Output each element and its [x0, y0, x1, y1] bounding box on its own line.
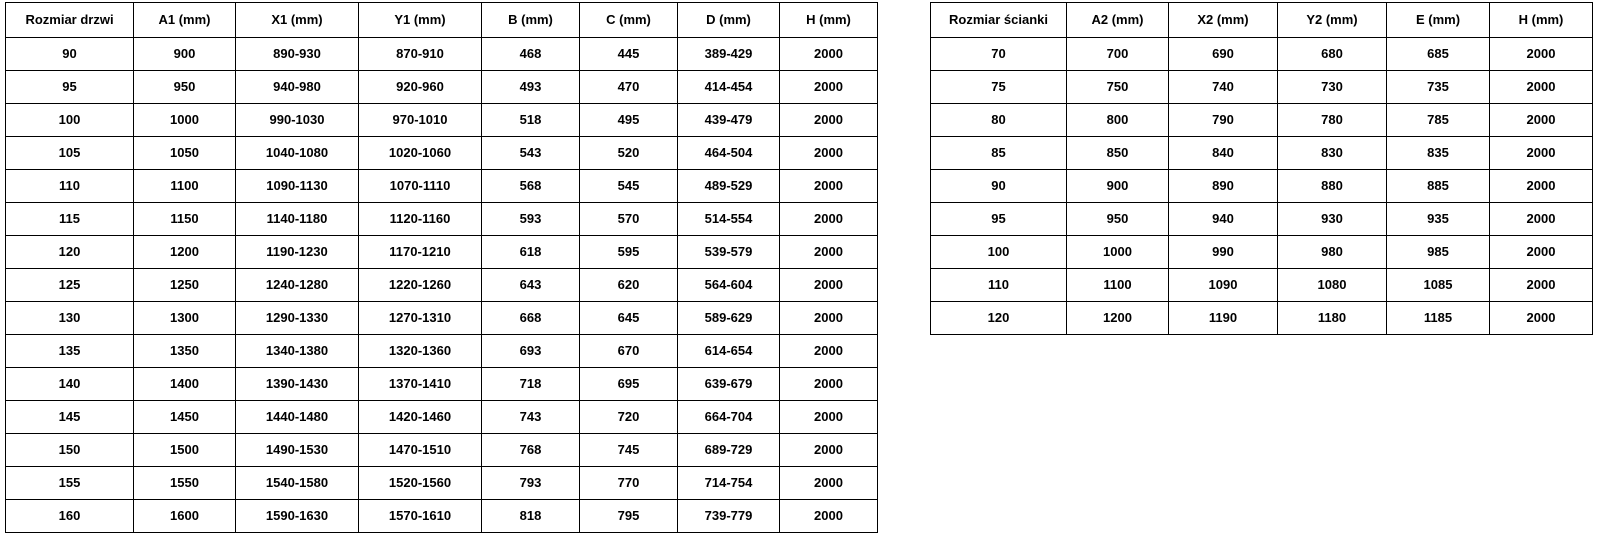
- table-cell: 100: [6, 104, 134, 137]
- table-cell: 614-654: [678, 335, 780, 368]
- table-cell: 130: [6, 302, 134, 335]
- table-cell: 2000: [1490, 137, 1593, 170]
- table-cell: 793: [482, 467, 580, 500]
- column-header: B (mm): [482, 3, 580, 38]
- column-header: Rozmiar ścianki: [931, 3, 1067, 38]
- table-cell: 720: [580, 401, 678, 434]
- table-cell: 900: [1067, 170, 1169, 203]
- table-cell: 730: [1278, 71, 1387, 104]
- table-cell: 470: [580, 71, 678, 104]
- table-cell: 685: [1387, 38, 1490, 71]
- table-cell: 135: [6, 335, 134, 368]
- table-cell: 680: [1278, 38, 1387, 71]
- table-cell: 618: [482, 236, 580, 269]
- table-cell: 780: [1278, 104, 1387, 137]
- table-cell: 1220-1260: [359, 269, 482, 302]
- table-cell: 85: [931, 137, 1067, 170]
- table-row: [931, 104, 1593, 137]
- table-cell: 568: [482, 170, 580, 203]
- table-cell: 718: [482, 368, 580, 401]
- table-row: [931, 236, 1593, 269]
- table-cell: 1050: [134, 137, 236, 170]
- table-cell: 950: [1067, 203, 1169, 236]
- table-cell: 100: [931, 236, 1067, 269]
- table-cell: 145: [6, 401, 134, 434]
- table-cell: 1290-1330: [236, 302, 359, 335]
- table-cell: 2000: [1490, 269, 1593, 302]
- table-cell: 1120-1160: [359, 203, 482, 236]
- table-cell: 595: [580, 236, 678, 269]
- table-header: [6, 3, 878, 38]
- table-cell: 589-629: [678, 302, 780, 335]
- column-header: A2 (mm): [1067, 3, 1169, 38]
- table-cell: 105: [6, 137, 134, 170]
- table-cell: 2000: [780, 170, 878, 203]
- table-cell: 1000: [1067, 236, 1169, 269]
- table-cell: 1090-1130: [236, 170, 359, 203]
- table-cell: 830: [1278, 137, 1387, 170]
- table-cell: 1080: [1278, 269, 1387, 302]
- table-cell: 940-980: [236, 71, 359, 104]
- table-row: [931, 71, 1593, 104]
- table-row: [6, 236, 878, 269]
- wall-table-container: [930, 2, 1593, 335]
- table-cell: 110: [6, 170, 134, 203]
- column-header: E (mm): [1387, 3, 1490, 38]
- table-cell: 70: [931, 38, 1067, 71]
- table-cell: 564-604: [678, 269, 780, 302]
- table-row: [6, 401, 878, 434]
- table-cell: 518: [482, 104, 580, 137]
- table-cell: 1270-1310: [359, 302, 482, 335]
- table-cell: 1340-1380: [236, 335, 359, 368]
- table-cell: 439-479: [678, 104, 780, 137]
- column-header: H (mm): [1490, 3, 1593, 38]
- table-row: [6, 137, 878, 170]
- table-cell: 1180: [1278, 302, 1387, 335]
- table-row: [6, 500, 878, 533]
- table-cell: 1570-1610: [359, 500, 482, 533]
- table-cell: 2000: [780, 401, 878, 434]
- table-cell: 489-529: [678, 170, 780, 203]
- table-cell: 1490-1530: [236, 434, 359, 467]
- table-row: [931, 38, 1593, 71]
- table-cell: 670: [580, 335, 678, 368]
- table-cell: 935: [1387, 203, 1490, 236]
- table-cell: 2000: [780, 236, 878, 269]
- table-cell: 1470-1510: [359, 434, 482, 467]
- table-cell: 2000: [1490, 38, 1593, 71]
- table-cell: 850: [1067, 137, 1169, 170]
- table-cell: 1240-1280: [236, 269, 359, 302]
- table-cell: 1090: [1169, 269, 1278, 302]
- table-cell: 95: [6, 71, 134, 104]
- table-row: [931, 137, 1593, 170]
- table-cell: 768: [482, 434, 580, 467]
- table-cell: 2000: [780, 467, 878, 500]
- table-cell: 739-779: [678, 500, 780, 533]
- table-cell: 2000: [780, 434, 878, 467]
- table-cell: 90: [931, 170, 1067, 203]
- table-cell: 1170-1210: [359, 236, 482, 269]
- table-cell: 990: [1169, 236, 1278, 269]
- table-cell: 120: [6, 236, 134, 269]
- table-cell: 714-754: [678, 467, 780, 500]
- table-row: [6, 368, 878, 401]
- table-cell: 2000: [780, 269, 878, 302]
- table-cell: 645: [580, 302, 678, 335]
- column-header: H (mm): [780, 3, 878, 38]
- table-cell: 750: [1067, 71, 1169, 104]
- table-cell: 1590-1630: [236, 500, 359, 533]
- table-cell: 668: [482, 302, 580, 335]
- table-cell: 2000: [780, 500, 878, 533]
- table-cell: 940: [1169, 203, 1278, 236]
- table-cell: 695: [580, 368, 678, 401]
- table-cell: 950: [134, 71, 236, 104]
- table-cell: 785: [1387, 104, 1490, 137]
- table-cell: 1185: [1387, 302, 1490, 335]
- column-header: X2 (mm): [1169, 3, 1278, 38]
- table-cell: 835: [1387, 137, 1490, 170]
- table-cell: 1440-1480: [236, 401, 359, 434]
- table-cell: 2000: [780, 38, 878, 71]
- table-cell: 693: [482, 335, 580, 368]
- table-row: [6, 302, 878, 335]
- column-header: Y1 (mm): [359, 3, 482, 38]
- table-cell: 514-554: [678, 203, 780, 236]
- table-cell: 840: [1169, 137, 1278, 170]
- table-cell: 930: [1278, 203, 1387, 236]
- table-cell: 1000: [134, 104, 236, 137]
- table-cell: 90: [6, 38, 134, 71]
- table-cell: 890-930: [236, 38, 359, 71]
- table-cell: 1100: [1067, 269, 1169, 302]
- table-cell: 1200: [1067, 302, 1169, 335]
- table-cell: 2000: [1490, 170, 1593, 203]
- column-header: A1 (mm): [134, 3, 236, 38]
- table-cell: 890: [1169, 170, 1278, 203]
- table-row: [931, 302, 1593, 335]
- table-cell: 2000: [780, 137, 878, 170]
- table-cell: 493: [482, 71, 580, 104]
- table-cell: 110: [931, 269, 1067, 302]
- table-cell: 520: [580, 137, 678, 170]
- table-cell: 900: [134, 38, 236, 71]
- table-cell: 1520-1560: [359, 467, 482, 500]
- table-row: [6, 38, 878, 71]
- table-cell: 800: [1067, 104, 1169, 137]
- column-header: Y2 (mm): [1278, 3, 1387, 38]
- table-cell: 970-1010: [359, 104, 482, 137]
- table-body: [6, 38, 878, 533]
- table-cell: 880: [1278, 170, 1387, 203]
- table-cell: 1040-1080: [236, 137, 359, 170]
- table-cell: 639-679: [678, 368, 780, 401]
- table-cell: 95: [931, 203, 1067, 236]
- table-cell: 2000: [780, 302, 878, 335]
- table-cell: 980: [1278, 236, 1387, 269]
- table-header: [931, 3, 1593, 38]
- table-cell: 75: [931, 71, 1067, 104]
- table-cell: 125: [6, 269, 134, 302]
- header-row: [6, 3, 878, 38]
- table-cell: 1550: [134, 467, 236, 500]
- table-cell: 885: [1387, 170, 1490, 203]
- table-cell: 80: [931, 104, 1067, 137]
- table-cell: 620: [580, 269, 678, 302]
- table-cell: 570: [580, 203, 678, 236]
- table-cell: 1190-1230: [236, 236, 359, 269]
- table-cell: 700: [1067, 38, 1169, 71]
- header-row: [931, 3, 1593, 38]
- table-cell: 1250: [134, 269, 236, 302]
- table-cell: 1300: [134, 302, 236, 335]
- column-header: X1 (mm): [236, 3, 359, 38]
- table-cell: 795: [580, 500, 678, 533]
- table-cell: 1070-1110: [359, 170, 482, 203]
- table-row: [931, 269, 1593, 302]
- table-cell: 1150: [134, 203, 236, 236]
- table-cell: 1450: [134, 401, 236, 434]
- door-dimensions-table: [5, 2, 878, 533]
- table-cell: 1350: [134, 335, 236, 368]
- table-cell: 1400: [134, 368, 236, 401]
- table-cell: 1320-1360: [359, 335, 482, 368]
- table-cell: 985: [1387, 236, 1490, 269]
- table-cell: 2000: [780, 203, 878, 236]
- table-row: [6, 434, 878, 467]
- table-cell: 2000: [1490, 236, 1593, 269]
- table-row: [6, 71, 878, 104]
- table-row: [6, 170, 878, 203]
- table-cell: 990-1030: [236, 104, 359, 137]
- table-cell: 2000: [1490, 104, 1593, 137]
- table-cell: 690: [1169, 38, 1278, 71]
- table-cell: 870-910: [359, 38, 482, 71]
- table-body: [931, 38, 1593, 335]
- column-header: C (mm): [580, 3, 678, 38]
- table-cell: 745: [580, 434, 678, 467]
- table-row: [6, 104, 878, 137]
- table-cell: 740: [1169, 71, 1278, 104]
- table-cell: 643: [482, 269, 580, 302]
- table-cell: 2000: [1490, 71, 1593, 104]
- table-cell: 468: [482, 38, 580, 71]
- table-cell: 2000: [780, 368, 878, 401]
- table-row: [931, 203, 1593, 236]
- table-cell: 818: [482, 500, 580, 533]
- table-cell: 160: [6, 500, 134, 533]
- table-cell: 445: [580, 38, 678, 71]
- column-header: Rozmiar drzwi: [6, 3, 134, 38]
- table-cell: 1085: [1387, 269, 1490, 302]
- table-cell: 2000: [1490, 302, 1593, 335]
- table-cell: 770: [580, 467, 678, 500]
- table-cell: 664-704: [678, 401, 780, 434]
- table-row: [6, 203, 878, 236]
- table-cell: 1600: [134, 500, 236, 533]
- table-cell: 2000: [780, 71, 878, 104]
- table-row: [6, 335, 878, 368]
- table-row: [931, 170, 1593, 203]
- wall-dimensions-table: [930, 2, 1593, 335]
- table-cell: 120: [931, 302, 1067, 335]
- table-cell: 140: [6, 368, 134, 401]
- table-cell: 2000: [1490, 203, 1593, 236]
- table-cell: 1140-1180: [236, 203, 359, 236]
- column-header: D (mm): [678, 3, 780, 38]
- table-cell: 1190: [1169, 302, 1278, 335]
- table-cell: 150: [6, 434, 134, 467]
- table-cell: 389-429: [678, 38, 780, 71]
- table-row: [6, 269, 878, 302]
- table-cell: 2000: [780, 335, 878, 368]
- table-cell: 1500: [134, 434, 236, 467]
- table-cell: 1370-1410: [359, 368, 482, 401]
- table-row: [6, 467, 878, 500]
- table-cell: 790: [1169, 104, 1278, 137]
- table-cell: 2000: [780, 104, 878, 137]
- table-cell: 1420-1460: [359, 401, 482, 434]
- table-cell: 495: [580, 104, 678, 137]
- table-cell: 539-579: [678, 236, 780, 269]
- table-cell: 1390-1430: [236, 368, 359, 401]
- table-cell: 543: [482, 137, 580, 170]
- table-cell: 115: [6, 203, 134, 236]
- table-cell: 155: [6, 467, 134, 500]
- table-cell: 545: [580, 170, 678, 203]
- door-table-container: [5, 2, 878, 533]
- table-cell: 1200: [134, 236, 236, 269]
- table-cell: 1020-1060: [359, 137, 482, 170]
- table-cell: 414-454: [678, 71, 780, 104]
- table-cell: 464-504: [678, 137, 780, 170]
- table-cell: 689-729: [678, 434, 780, 467]
- table-cell: 1100: [134, 170, 236, 203]
- table-cell: 1540-1580: [236, 467, 359, 500]
- table-cell: 920-960: [359, 71, 482, 104]
- table-cell: 743: [482, 401, 580, 434]
- table-cell: 593: [482, 203, 580, 236]
- table-cell: 735: [1387, 71, 1490, 104]
